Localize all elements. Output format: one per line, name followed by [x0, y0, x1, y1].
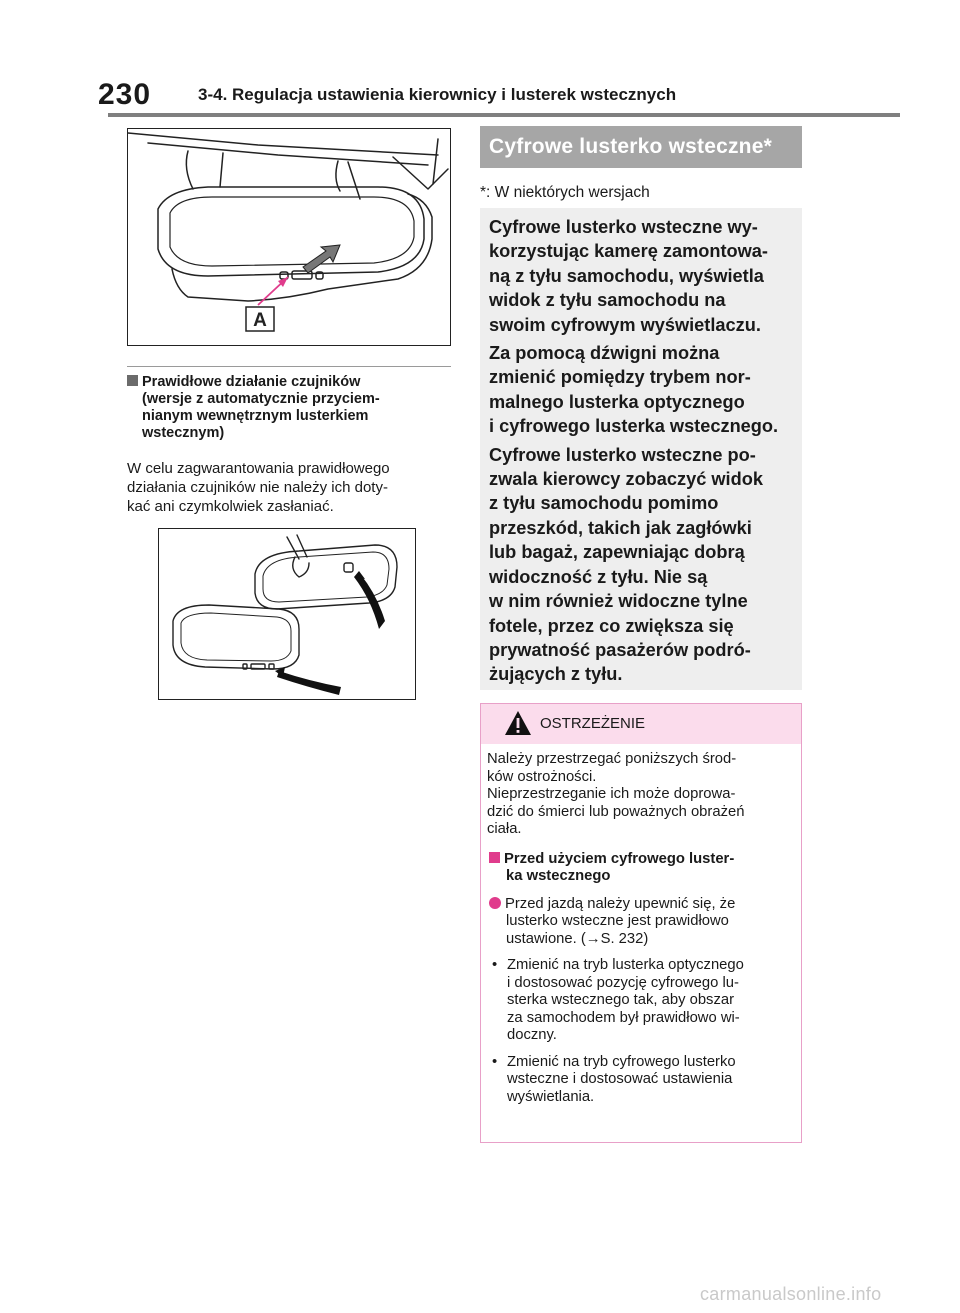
warning-line: Przed jazdą należy upewnić się, że [505, 895, 736, 912]
section-heading: Cyfrowe lusterko wsteczne* [480, 126, 802, 168]
availability-note: *: W niektórych wersjach [480, 184, 650, 201]
paragraph-line: swoim cyfrowym wyświetlaczu. [489, 314, 761, 335]
warning-body [487, 751, 792, 1106]
header-rule [108, 113, 900, 117]
page-number: 230 [98, 78, 152, 111]
warning-line: Zmienić na tryb lusterka optycznego [507, 957, 744, 973]
warning-line: dzić do śmierci lub poważnych obrażeń [487, 803, 745, 820]
circle-bullet-icon [489, 897, 501, 909]
body-line: kać ani czymkolwiek zasłaniać. [127, 498, 334, 515]
warning-line: Nieprzestrzeganie ich może doprowa- [487, 786, 736, 802]
paragraph-line: Cyfrowe lusterko wsteczne wy- [489, 217, 758, 237]
paragraph-line: widok z tyłu samochodu na [489, 290, 726, 311]
paragraph-line: prywatność pasażerów podró- [489, 639, 751, 660]
paragraph-line: Cyfrowe lusterko wsteczne po- [489, 444, 756, 465]
paragraph-line: w nim również widoczne tylne [489, 591, 748, 612]
warning-dot-item [487, 896, 792, 949]
warning-subheading [487, 851, 792, 886]
warning-line: Zmienić na tryb cyfrowego lusterko [507, 1053, 736, 1070]
sensor-illustration [159, 529, 414, 698]
paragraph-line: z tyłu samochodu pomimo [489, 493, 719, 514]
bullet-icon: • [492, 957, 498, 973]
section-rule [127, 366, 451, 367]
warning-line: wyświetlania. [507, 1088, 595, 1105]
warning-subhead-line: Przed użyciem cyfrowego luster- [504, 850, 735, 867]
subhead-line: nianym wewnętrznym lusterkiem [142, 408, 369, 424]
sensor-subheading [127, 374, 452, 442]
paragraph-line: malnego lusterka optycznego [489, 391, 745, 412]
subhead-line: wstecznym) [142, 425, 225, 441]
body-line: działania czujników nie należy ich doty- [127, 479, 388, 496]
mirror-figure-1 [127, 128, 451, 346]
sensor-body-text [127, 459, 452, 516]
description-box [480, 208, 802, 690]
warning-line: ustawione. (→S. 232) [506, 930, 649, 947]
warning-line: za samochodem był prawidłowo wi- [507, 1009, 740, 1026]
warning-line: ciała. [487, 821, 522, 837]
warning-bullet-item [487, 1054, 792, 1107]
paragraph-line: korzystując kamerę zamontowa- [489, 241, 768, 262]
warning-line: lusterko wsteczne jest prawidłowo [506, 913, 729, 929]
warning-subhead-line: ka wstecznego [506, 868, 611, 884]
warning-header [481, 704, 801, 744]
subhead-line: Prawidłowe działanie czujników [142, 374, 361, 390]
paragraph-line: ną z tyłu samochodu, wyświetla [489, 265, 764, 286]
warning-bullet-item [487, 957, 792, 1045]
warning-line: sterka wstecznego tak, aby obszar [507, 992, 734, 1008]
paragraph-line: fotele, przez co zwiększa się [489, 615, 734, 636]
mirror-figure-2 [158, 528, 416, 700]
paragraph-line: widoczność z tyłu. Nie są [489, 566, 708, 587]
paragraph-line: zwala kierowcy zobaczyć widok [489, 469, 763, 490]
warning-icon [503, 709, 533, 737]
subhead-line: (wersje z automatycznie przyciem- [142, 391, 380, 407]
section-title: 3-4. Regulacja ustawienia kierownicy i lusterek wstecznych [198, 85, 677, 104]
mirror-illustration [128, 129, 449, 344]
square-bullet-icon [127, 375, 138, 386]
warning-line: wsteczne i dostosować ustawienia [507, 1071, 733, 1087]
description-paragraph [489, 443, 794, 687]
warning-line: doczny. [507, 1027, 557, 1043]
warning-box [480, 703, 802, 1143]
body-line: W celu zagwarantowania prawidłowego [127, 460, 390, 477]
warning-title: OSTRZEŻENIE [540, 715, 646, 732]
paragraph-line: zmienić pomiędzy trybem nor- [489, 367, 751, 388]
description-paragraph [489, 215, 794, 337]
callout-label: A [253, 310, 267, 331]
warning-line: ków ostrożności. [487, 768, 597, 785]
warning-line: Należy przestrzegać poniższych środ- [487, 751, 737, 767]
bullet-icon: • [492, 1053, 498, 1070]
description-paragraph [489, 341, 794, 439]
square-bullet-icon [489, 852, 500, 863]
paragraph-line: lub bagaż, zapewniając dobrą [489, 542, 745, 563]
paragraph-line: żujących z tyłu. [489, 664, 623, 685]
watermark: carmanualsonline.info [700, 1284, 882, 1304]
paragraph-line: przeszkód, takich jak zagłówki [489, 517, 752, 538]
warning-line: i dostosować pozycję cyfrowego lu- [507, 974, 739, 991]
paragraph-line: i cyfrowego lusterka wstecznego. [489, 416, 779, 437]
paragraph-line: Za pomocą dźwigni można [489, 343, 720, 364]
